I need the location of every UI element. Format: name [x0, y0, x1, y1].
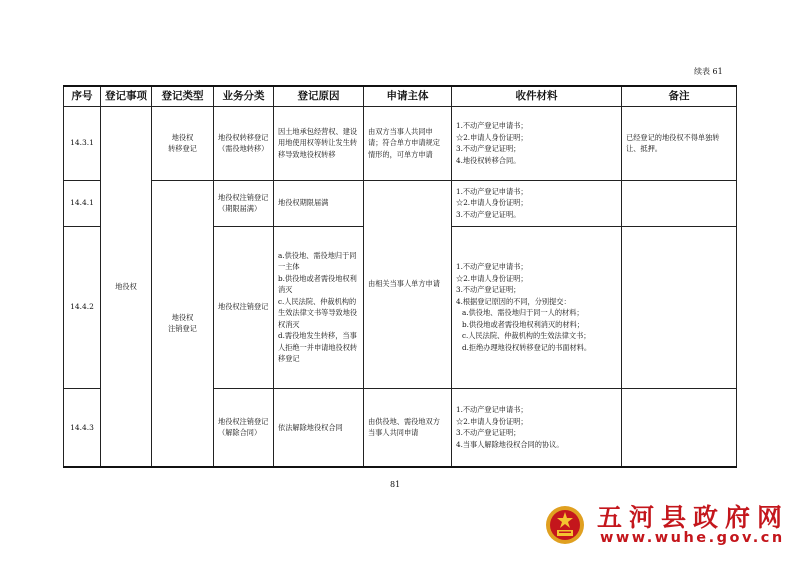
row-seq: 14.4.2 — [64, 226, 101, 388]
material-line: 4.地役权转移合同。 — [456, 155, 521, 165]
row-applicant: 由相关当事人单方申请 — [364, 180, 452, 388]
header-reason: 登记原因 — [274, 86, 364, 106]
material-line: 3.不动产登记证明； — [456, 144, 521, 153]
registration-table — [63, 85, 737, 468]
row-materials — [452, 388, 622, 467]
row-category: 地役权注销登记（解除合同） — [214, 388, 274, 467]
material-subline: d.拒绝办理地役权转移登记的书面材料。 — [462, 342, 592, 352]
row-materials — [452, 106, 622, 180]
row-type: 地役权 注销登记 — [152, 180, 214, 467]
row-reason: 因土地承包经营权、建设用地使用权等转让发生转移导致地役权转移 — [274, 106, 364, 180]
row-item: 地役权 — [101, 106, 152, 467]
reason-line: c.人民法院、仲裁机构的生效法律文书等导致地役权消灭 — [278, 296, 358, 329]
site-name: 五河县政府网 — [597, 503, 790, 532]
row-applicant: 由双方当事人共同申请；符合单方申请规定情形的，可单方申请 — [364, 106, 452, 180]
material-line: 1.不动产登记申请书； — [456, 405, 528, 415]
material-line: 4.根据登记原因的不同，分别提交： — [456, 296, 571, 306]
row-materials — [452, 226, 622, 388]
table-row — [64, 106, 737, 180]
material-line: 3.不动产登记证明； — [456, 285, 521, 294]
row-category: 地役权注销登记（期限届满） — [214, 180, 274, 226]
row-note — [622, 226, 737, 388]
continuation-label: 续表 61 — [694, 67, 723, 76]
material-line: 1.不动产登记申请书； — [456, 262, 528, 271]
material-line: ☆2.申请人身份证明； — [456, 416, 528, 426]
reason-line: b.供役地或者需役地权利消灭 — [278, 273, 357, 294]
site-url: www.wuhe.gov.cn — [600, 530, 785, 546]
material-line: ☆2.申请人身份证明； — [456, 273, 528, 283]
material-line: 3.不动产登记证明。 — [456, 209, 521, 219]
material-line: ☆2.申请人身份证明； — [456, 198, 528, 208]
material-line: 1.不动产登记申请书； — [456, 186, 528, 196]
header-applicant: 申请主体 — [364, 86, 452, 106]
row-materials — [452, 180, 622, 226]
row-reason — [274, 226, 364, 388]
header-note: 备注 — [622, 86, 737, 106]
header-seq: 序号 — [64, 86, 101, 106]
row-seq: 14.4.1 — [64, 180, 101, 226]
reason-line: d.需役地发生转移，当事人拒绝一并申请地役权转移登记 — [278, 331, 358, 363]
header-type: 登记类型 — [152, 86, 214, 106]
reason-line: a.供役地、需役地归于同一主体 — [278, 250, 357, 271]
row-category: 地役权转移登记（需役地转移） — [214, 106, 274, 180]
header-materials: 收件材料 — [452, 86, 622, 106]
row-note — [622, 388, 737, 467]
material-line: 4.当事人解除地役权合同的协议。 — [456, 439, 564, 449]
row-category: 地役权注销登记 — [214, 226, 274, 388]
header-row — [64, 86, 737, 106]
row-note: 已经登记的地役权不得单独转让、抵押。 — [622, 106, 737, 180]
table-row — [64, 180, 737, 226]
page-number: 81 — [390, 480, 401, 489]
material-line: 1.不动产登记申请书； — [456, 121, 528, 130]
row-applicant: 由供役地、需役地双方当事人共同申请 — [364, 388, 452, 467]
national-emblem-icon — [545, 505, 585, 545]
material-subline: a.供役地、需役地归于同一人的材料； — [462, 308, 584, 317]
material-line: ☆2.申请人身份证明； — [456, 132, 528, 142]
material-subline: c.人民法院、仲裁机构的生效法律文书； — [462, 331, 591, 340]
row-type: 地役权 转移登记 — [152, 106, 214, 180]
header-item: 登记事项 — [101, 86, 152, 106]
material-line: 3.不动产登记证明； — [456, 428, 521, 438]
header-category: 业务分类 — [214, 86, 274, 106]
row-note — [622, 180, 737, 226]
row-seq: 14.4.3 — [64, 388, 101, 467]
row-reason: 依法解除地役权合同 — [274, 388, 364, 467]
row-reason: 地役权期限届满 — [274, 180, 364, 226]
material-subline: b.供役地或者需役地权利消灭的材料； — [462, 319, 584, 329]
row-seq: 14.3.1 — [64, 106, 101, 180]
